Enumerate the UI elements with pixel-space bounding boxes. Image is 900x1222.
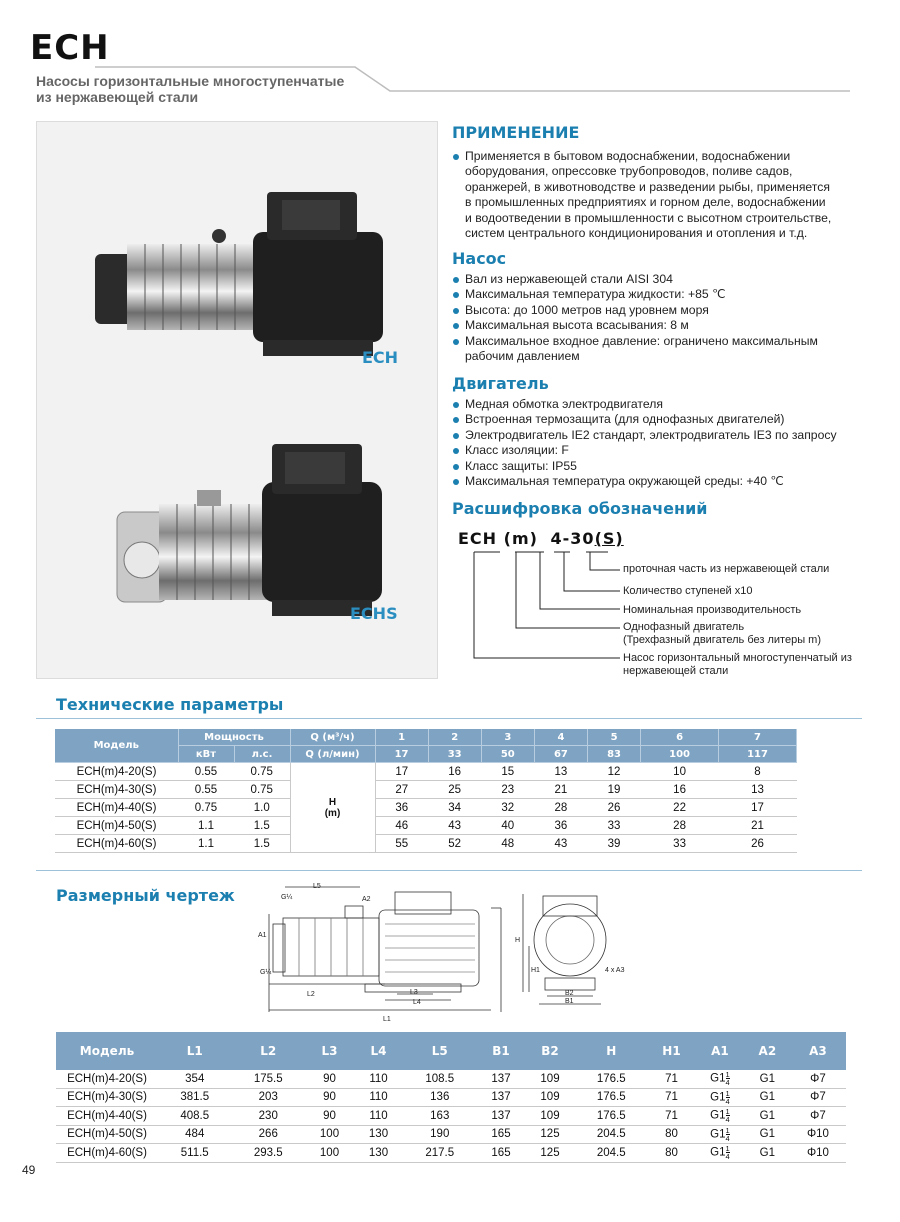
- a1-num: 1: [725, 1144, 730, 1154]
- cell-head: 46: [375, 817, 428, 835]
- cell-h1: 71: [648, 1070, 695, 1088]
- legend-flow: Номинальная производительность: [623, 604, 802, 616]
- cell-b2: 109: [526, 1070, 575, 1088]
- cell-a2: G1: [745, 1125, 790, 1144]
- legend-steel: проточная часть из нержавеющей стали: [623, 563, 830, 575]
- dim-label-g1a: G¼: [281, 894, 293, 901]
- pump-feature: Максимальная высота всасывания: 8 м: [452, 318, 852, 333]
- tech-header-row-1: [55, 729, 797, 746]
- dims-head-cell: A2: [745, 1032, 790, 1070]
- legend-pump-line1: Насос горизонтальный многоступенчатый из: [623, 652, 852, 664]
- cell-a2: G1: [745, 1070, 790, 1088]
- page-subtitle: [36, 73, 344, 105]
- tech-head-point: 5: [588, 729, 641, 746]
- cell-head: 27: [375, 781, 428, 799]
- cell-head: 25: [428, 781, 481, 799]
- dims-head-cell: L1: [158, 1032, 232, 1070]
- tech-head-flow: 100: [641, 746, 719, 763]
- pump-features-list: [452, 272, 852, 364]
- cell-head: 13: [719, 781, 797, 799]
- code-part-motor: (m): [503, 529, 538, 548]
- table-row: [56, 1070, 846, 1088]
- application-list: [452, 149, 872, 241]
- cell-head: 33: [588, 817, 641, 835]
- tech-head-point: 3: [481, 729, 534, 746]
- cell-l4: 110: [354, 1107, 403, 1126]
- pump-feature: Максимальная температура жидкости: +85 ℃: [452, 287, 852, 302]
- cell-l5: 217.5: [403, 1144, 477, 1163]
- page-number: 49: [22, 1163, 36, 1177]
- cell-a3: Φ10: [790, 1144, 846, 1163]
- cell-head: 19: [588, 781, 641, 799]
- cell-model: ECH(m)4-40(S): [56, 1107, 158, 1126]
- motor-features-list: [452, 397, 872, 489]
- cell-a3: Φ7: [790, 1107, 846, 1126]
- cell-l2: 230: [232, 1107, 306, 1126]
- dims-head-cell: L4: [354, 1032, 403, 1070]
- pump-feature: Высота: до 1000 метров над уровнем моря: [452, 303, 852, 318]
- cell-head: 55: [375, 835, 428, 853]
- dim-label-l3: L3: [410, 989, 418, 996]
- cell-h1: 80: [648, 1144, 695, 1163]
- tech-head-kw: кВт: [178, 746, 234, 763]
- dimensions-table: [56, 1032, 846, 1163]
- a1-den: 4: [725, 1133, 730, 1143]
- cell-head-label: [290, 763, 375, 853]
- dim-label-a3: 4 x A3: [605, 967, 625, 974]
- cell-h: 176.5: [575, 1107, 649, 1126]
- legend-single-line1: Однофазный двигатель: [623, 621, 745, 633]
- cell-model: ECH(m)4-40(S): [55, 799, 178, 817]
- head-label: H: [328, 796, 337, 808]
- cell-kw: 1.1: [178, 817, 234, 835]
- legend-single-phase: [623, 621, 821, 647]
- cell-head: 10: [641, 763, 719, 781]
- cell-b1: 137: [477, 1107, 526, 1126]
- motor-feature: Электродвигатель IE2 стандарт, электродвигатель IE3 по запросу: [452, 428, 872, 443]
- photo-label-echs: ECHS: [350, 604, 398, 623]
- cell-head: 8: [719, 763, 797, 781]
- drawing-divider: [36, 870, 862, 871]
- cell-h: 204.5: [575, 1125, 649, 1144]
- cell-h: 176.5: [575, 1070, 649, 1088]
- cell-l4: 110: [354, 1070, 403, 1088]
- dimension-drawing: [255, 880, 645, 1025]
- motor-title: Двигатель: [452, 374, 549, 393]
- code-part-flow: 4: [550, 529, 563, 548]
- dim-label-b1: B1: [565, 998, 574, 1005]
- cell-a2: G1: [745, 1088, 790, 1107]
- cell-head: 16: [428, 763, 481, 781]
- cell-hp: 0.75: [234, 763, 290, 781]
- cell-kw: 0.55: [178, 763, 234, 781]
- cell-head: 26: [588, 799, 641, 817]
- dim-label-b2: B2: [565, 990, 574, 997]
- a1-num: 1: [725, 1088, 730, 1098]
- code-part-stages: -30: [562, 529, 595, 548]
- cell-hp: 1.5: [234, 835, 290, 853]
- cell-b2: 125: [526, 1144, 575, 1163]
- motor-feature: Класс защиты: IP55: [452, 459, 872, 474]
- cell-model: ECH(m)4-20(S): [56, 1070, 158, 1088]
- pump-feature: Вал из нержавеющей стали AISI 304: [452, 272, 852, 287]
- dims-head-cell: A3: [790, 1032, 846, 1070]
- a1-den: 4: [725, 1078, 730, 1088]
- table-row: [55, 763, 797, 781]
- motor-feature: Максимальная температура окружающей среды: +40 ℃: [452, 474, 872, 489]
- cell-head: 34: [428, 799, 481, 817]
- tech-head-point: 4: [534, 729, 587, 746]
- dim-label-h1: H1: [531, 967, 540, 974]
- dim-label-l5: L5: [313, 883, 321, 890]
- cell-model: ECH(m)4-50(S): [56, 1125, 158, 1144]
- cell-b1: 165: [477, 1144, 526, 1163]
- tech-head-flow: 117: [719, 746, 797, 763]
- application-title: ПРИМЕНЕНИЕ: [452, 123, 580, 142]
- cell-a2: G1: [745, 1144, 790, 1163]
- cell-l3: 90: [305, 1070, 354, 1088]
- cell-head: 26: [719, 835, 797, 853]
- drawing-title: Размерный чертеж: [56, 886, 235, 905]
- legend-single-line2: (Трехфазный двигатель без литеры m): [623, 634, 821, 646]
- table-row: [56, 1107, 846, 1126]
- cell-b1: 165: [477, 1125, 526, 1144]
- a1-fraction: [726, 1071, 730, 1086]
- tech-head-power: Мощность: [178, 729, 290, 746]
- cell-l5: 163: [403, 1107, 477, 1126]
- table-row: [56, 1125, 846, 1144]
- cell-model: ECH(m)4-20(S): [55, 763, 178, 781]
- dims-head-cell: H1: [648, 1032, 695, 1070]
- a1-num: 1: [725, 1070, 730, 1080]
- cell-l5: 108.5: [403, 1070, 477, 1088]
- cell-a1: [695, 1107, 745, 1126]
- a1-fraction: [726, 1108, 730, 1123]
- cell-a3: Φ7: [790, 1070, 846, 1088]
- cell-l1: 381.5: [158, 1088, 232, 1107]
- a1-base: G1: [710, 1128, 726, 1141]
- a1-fraction: [726, 1145, 730, 1160]
- tech-head-flow: 33: [428, 746, 481, 763]
- cell-a1: [695, 1070, 745, 1088]
- cell-model: ECH(m)4-60(S): [56, 1144, 158, 1163]
- tech-title: Технические параметры: [56, 695, 284, 714]
- cell-a1: [695, 1125, 745, 1144]
- dim-label-a2: A2: [362, 896, 371, 903]
- application-item: [452, 149, 872, 241]
- cell-model: ECH(m)4-50(S): [55, 817, 178, 835]
- tech-head-flow: 50: [481, 746, 534, 763]
- a1-den: 4: [725, 1115, 730, 1125]
- cell-l2: 293.5: [232, 1144, 306, 1163]
- cell-model: ECH(m)4-60(S): [55, 835, 178, 853]
- cell-l1: 511.5: [158, 1144, 232, 1163]
- pump-title: Насос: [452, 249, 507, 268]
- cell-head: 48: [481, 835, 534, 853]
- tech-head-flow: 83: [588, 746, 641, 763]
- cell-head: 17: [375, 763, 428, 781]
- cell-l1: 354: [158, 1070, 232, 1088]
- dim-label-a1: A1: [258, 932, 267, 939]
- cell-l5: 136: [403, 1088, 477, 1107]
- legend-stages: Количество ступеней x10: [623, 585, 753, 597]
- pump-echs-image: [97, 432, 397, 632]
- dims-head-cell: A1: [695, 1032, 745, 1070]
- pump-ech-image: [67, 182, 407, 362]
- a1-base: G1: [710, 1091, 726, 1104]
- dims-head-cell: B1: [477, 1032, 526, 1070]
- dims-head-cell: B2: [526, 1032, 575, 1070]
- decoding-leader-lines: [470, 548, 620, 668]
- table-row: [56, 1088, 846, 1107]
- code-part-steel: (S): [594, 529, 624, 548]
- tech-head-flow: 17: [375, 746, 428, 763]
- dim-label-l1: L1: [383, 1016, 391, 1023]
- motor-feature: Медная обмотка электродвигателя: [452, 397, 872, 412]
- cell-hp: 0.75: [234, 781, 290, 799]
- cell-head: 36: [534, 817, 587, 835]
- tech-table: [55, 729, 797, 853]
- cell-kw: 0.75: [178, 799, 234, 817]
- dims-head-cell: H: [575, 1032, 649, 1070]
- cell-kw: 0.55: [178, 781, 234, 799]
- tech-head-hp: л.с.: [234, 746, 290, 763]
- cell-head: 13: [534, 763, 587, 781]
- cell-l4: 130: [354, 1144, 403, 1163]
- cell-a3: Φ7: [790, 1088, 846, 1107]
- cell-kw: 1.1: [178, 835, 234, 853]
- tech-head-point: 2: [428, 729, 481, 746]
- tech-head-point: 1: [375, 729, 428, 746]
- table-row: [55, 781, 797, 799]
- cell-head: 21: [534, 781, 587, 799]
- cell-b2: 109: [526, 1088, 575, 1107]
- cell-l3: 100: [305, 1144, 354, 1163]
- cell-head: 12: [588, 763, 641, 781]
- cell-l2: 175.5: [232, 1070, 306, 1088]
- cell-head: 23: [481, 781, 534, 799]
- dim-label-l2: L2: [307, 991, 315, 998]
- cell-a2: G1: [745, 1107, 790, 1126]
- cell-head: 43: [534, 835, 587, 853]
- table-row: [55, 835, 797, 853]
- application-line: Применяется в бытовом водоснабжении, водоснабжении: [465, 149, 791, 163]
- a1-fraction: [726, 1090, 730, 1105]
- a1-base: G1: [710, 1072, 726, 1085]
- tech-head-point: 6: [641, 729, 719, 746]
- cell-h1: 80: [648, 1125, 695, 1144]
- cell-l3: 100: [305, 1125, 354, 1144]
- cell-head: 40: [481, 817, 534, 835]
- pump-feature: Максимальное входное давление: ограничено максимальным рабочим давлением: [452, 334, 852, 365]
- cell-head: 15: [481, 763, 534, 781]
- cell-head: 28: [534, 799, 587, 817]
- cell-b2: 125: [526, 1125, 575, 1144]
- photo-label-ech: ECH: [362, 348, 399, 367]
- legend-pump-line2: нержавеющей стали: [623, 665, 729, 677]
- motor-feature: Встроенная термозащита (для однофазных двигателей): [452, 412, 872, 427]
- tech-head-point: 7: [719, 729, 797, 746]
- cell-head: 52: [428, 835, 481, 853]
- dims-head-cell: Модель: [56, 1032, 158, 1070]
- dims-header-row: [56, 1032, 846, 1070]
- cell-l2: 203: [232, 1088, 306, 1107]
- tech-head-q-m3: Q (м³/ч): [290, 729, 375, 746]
- cell-b2: 109: [526, 1107, 575, 1126]
- cell-h: 204.5: [575, 1144, 649, 1163]
- table-row: [55, 817, 797, 835]
- cell-l3: 90: [305, 1107, 354, 1126]
- cell-b1: 137: [477, 1088, 526, 1107]
- product-photo-panel: [36, 121, 438, 679]
- dims-head-cell: L2: [232, 1032, 306, 1070]
- subtitle-line-1: Насосы горизонтальные многоступенчатые: [36, 73, 345, 89]
- application-line: и водоотведении в промышленности с высотном строительстве,: [465, 210, 832, 225]
- a1-fraction: [726, 1127, 730, 1142]
- cell-l1: 408.5: [158, 1107, 232, 1126]
- application-line: оранжерей, в животноводстве и разведении рыбы, применяется: [465, 179, 830, 194]
- cell-head: 36: [375, 799, 428, 817]
- application-line: оборудования, опрессовке трубопроводов, поливе садов,: [465, 164, 793, 179]
- cell-a1: [695, 1144, 745, 1163]
- code-part-series: ECH: [458, 529, 498, 548]
- legend-pump-type: [623, 652, 852, 678]
- decoding-title: Расшифровка обозначений: [452, 499, 708, 518]
- cell-l4: 110: [354, 1088, 403, 1107]
- cell-head: 16: [641, 781, 719, 799]
- cell-a3: Φ10: [790, 1125, 846, 1144]
- cell-head: 43: [428, 817, 481, 835]
- tech-head-model: Модель: [55, 729, 178, 763]
- cell-h: 176.5: [575, 1088, 649, 1107]
- dims-head-cell: L3: [305, 1032, 354, 1070]
- motor-feature: Класс изоляции: F: [452, 443, 872, 458]
- application-line: систем центрального кондиционирования и отопления и т.д.: [465, 226, 808, 241]
- cell-model: ECH(m)4-30(S): [55, 781, 178, 799]
- application-line: в промышленных предприятиях и горном деле, водоснабжении: [465, 195, 826, 210]
- table-row: [56, 1144, 846, 1163]
- subtitle-line-2: из нержавеющей стали: [36, 89, 199, 105]
- tech-head-q-l: Q (л/мин): [290, 746, 375, 763]
- dim-label-l4: L4: [413, 999, 421, 1006]
- cell-hp: 1.5: [234, 817, 290, 835]
- cell-l5: 190: [403, 1125, 477, 1144]
- cell-head: 22: [641, 799, 719, 817]
- tech-divider: [36, 718, 862, 719]
- tech-head-flow: 67: [534, 746, 587, 763]
- dims-head-cell: L5: [403, 1032, 477, 1070]
- a1-num: 1: [725, 1125, 730, 1135]
- cell-head: 17: [719, 799, 797, 817]
- cell-model: ECH(m)4-30(S): [56, 1088, 158, 1107]
- cell-head: 33: [641, 835, 719, 853]
- brand-title: ECH: [30, 28, 110, 68]
- a1-base: G1: [710, 1146, 726, 1159]
- cell-head: 28: [641, 817, 719, 835]
- cell-l1: 484: [158, 1125, 232, 1144]
- decoding-code: [458, 529, 624, 548]
- a1-den: 4: [725, 1096, 730, 1106]
- dim-label-h: H: [515, 937, 521, 944]
- cell-h1: 71: [648, 1088, 695, 1107]
- cell-l4: 130: [354, 1125, 403, 1144]
- cell-l3: 90: [305, 1088, 354, 1107]
- cell-a1: [695, 1088, 745, 1107]
- cell-hp: 1.0: [234, 799, 290, 817]
- cell-l2: 266: [232, 1125, 306, 1144]
- a1-base: G1: [710, 1109, 726, 1122]
- head-unit: (m): [324, 807, 341, 819]
- cell-h1: 71: [648, 1107, 695, 1126]
- cell-b1: 137: [477, 1070, 526, 1088]
- table-row: [55, 799, 797, 817]
- a1-num: 1: [725, 1107, 730, 1117]
- cell-head: 39: [588, 835, 641, 853]
- dim-label-g1b: G¼: [260, 969, 272, 976]
- a1-den: 4: [725, 1152, 730, 1162]
- cell-head: 32: [481, 799, 534, 817]
- cell-head: 21: [719, 817, 797, 835]
